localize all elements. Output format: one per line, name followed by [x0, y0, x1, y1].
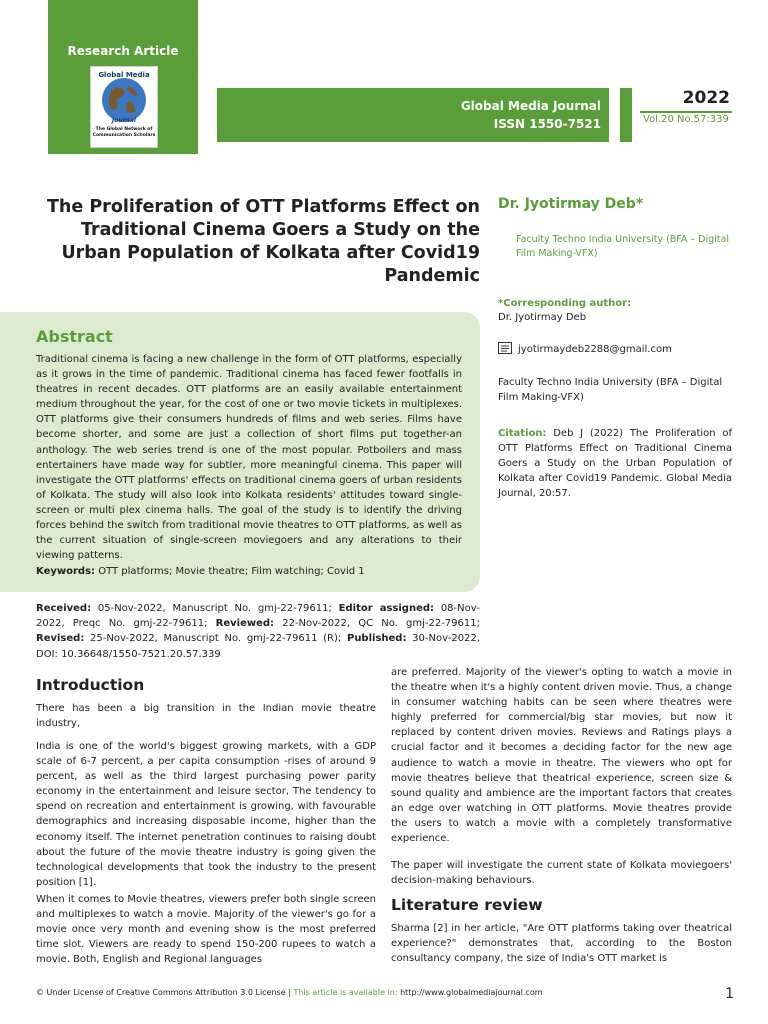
author-affiliation: Faculty Techno India University (BFA – Digital Film Making-VFX) — [516, 234, 729, 259]
abstract-text: Traditional cinema is facing a new challenge in the form of OTT platforms, especially as it grows in the time of pandemic. Traditional cinema has faced fewer footfalls in theatres in recent decades. OTT platforms are an easily available entertainment medium throughout the year, for the cost of one or two movie tickets in multiplexes. OTT platforms give their consumers hundreds of films and web series. Films have become shorter, and some are just a collection of short films put together-an anthology. The web series trend is one of the most popular. Potboilers and mass entertainers have made way for subtler, more meaningful cinema. This paper will investigate the OTT platforms' effects on traditional cinema goers of urban residents of Kolkata. The study will also look into Kolkata residents' attitudes toward single-screen or multi plex cinema halls. The goal of the study is to identify the driving forces behind the switch from traditional movie theatres to OTT platforms, as well as the current situation of single-screen moviegoers and any alterations to their viewing patterns. — [36, 354, 462, 562]
availability-text: This article is available in: — [293, 988, 398, 997]
publication-year: 2022 — [682, 88, 730, 108]
published-value: 30-Nov-2022, — [412, 633, 480, 645]
page-number: 1 — [725, 986, 734, 1002]
envelope-icon — [498, 342, 513, 355]
journal-name: Global Media Journal — [460, 99, 601, 113]
doi: DOI: 10.36648/1550-7521.20.57.339 — [36, 648, 221, 660]
received-value: 05-Nov-2022, Manuscript No. gmj-22-79611; — [97, 603, 332, 614]
journal-issn: ISSN 1550-7521 — [493, 117, 601, 131]
keywords-label: Keywords: — [36, 566, 96, 577]
journal-banner — [217, 88, 609, 142]
citation-text: Deb J (2022) The Proliferation of OTT Platforms Effect on Traditional Cinema Goers a Study on the Urban Population of Kolkata after Covid19 Pandemic. Global Media Journal, 20:57. — [498, 428, 732, 499]
submission-dates — [36, 601, 480, 662]
corresponding-author-label: *Corresponding author: — [498, 298, 632, 309]
literature-paragraph-1: Sharma [2] in her article, "Are OTT platforms taking over theatrical experience?" demonstrates that, according to the Boston consultancy company, the size of India's OTT market is — [391, 923, 732, 965]
revised-label: Revised: — [36, 633, 85, 645]
logo-caption: The Global Network of Communication Scholars — [92, 127, 156, 138]
revised-value: 25-Nov-2022, Manuscript No. gmj-22-79611 (R); — [90, 633, 342, 645]
corresponding-author-name: Dr. Jyotirmay Deb — [498, 312, 587, 323]
license-text: © Under License of Creative Commons Attribution 3.0 License | — [36, 988, 291, 997]
reviewed-value: 22-Nov-2022, QC No. gmj-22-79611; — [282, 618, 480, 630]
year-rule — [640, 111, 732, 113]
received-label: Received: — [36, 603, 92, 614]
editor-label: Editor assigned: — [338, 603, 435, 614]
research-article-banner — [48, 0, 198, 154]
keywords-text: OTT platforms; Movie theatre; Film watching; Covid 1 — [98, 566, 365, 577]
logo-arc-text: Global Media — [98, 71, 150, 79]
journal-logo — [90, 66, 158, 148]
volume-issue: Vol.20 No.57:339 — [643, 114, 729, 125]
editor-value: 08-Nov-2022, Preqc No. gmj-22-79611; — [36, 603, 481, 630]
author-email-link[interactable]: jyotirmaydeb2288@gmail.com — [518, 344, 672, 355]
keywords — [36, 566, 466, 577]
logo-center-text: Journal — [112, 117, 136, 124]
intro-paragraph-5: The paper will investigate the current state of Kolkata moviegoers' decision-making behaviours. — [391, 860, 732, 887]
article-title: The Proliferation of OTT Platforms Effect on Traditional Cinema Goers a Study on the Urban Population of Kolkata after Covid19 Pandemic — [47, 197, 480, 286]
introduction-heading: Introduction — [36, 676, 145, 694]
published-label: Published: — [346, 633, 407, 645]
literature-review-heading: Literature review — [391, 896, 543, 914]
banner-accent-divider — [620, 88, 632, 142]
page-footer — [36, 988, 543, 997]
author-affiliation-repeat: Faculty Techno India University (BFA – Digital Film Making-VFX) — [498, 377, 723, 403]
intro-paragraph-2: India is one of the world's biggest growing markets, with a GDP scale of 6-7 percent, a per capita consumption -rises of around 9 percent, as well as the third largest purchasing power parity economy in the entertainment and leisure sector, The tendency to spend on recreation and entertainment is growing, with favourable demographics and increasing disposable income, higher than the economy itself. The internet penetration continues to raising doubt about the future of the movie theatre industry is going given the technological developments that took the industry to the present position [1]. — [36, 741, 376, 888]
article-type-label: Research Article — [67, 44, 179, 58]
abstract-heading: Abstract — [36, 327, 113, 346]
reviewed-label: Reviewed: — [215, 618, 275, 630]
intro-paragraph-1: There has been a big transition in the Indian movie theatre industry, — [36, 703, 376, 730]
intro-paragraph-4: are preferred. Majority of the viewer's opting to watch a movie in the theatre when it's a highly content driven movie. Thus, a change in consumer watching habits can be seen where theatres were highly preferred for commercial/big star movies, but now it replaced by content driven movies. Reviews and Ratings plays a crucial factor and it becomes a deciding factor for the new age audience to watch a movie in theatre. The viewers who opt for movie theatres believe that theatrical experience, screen size & sound quality and ambience are the important factors that creates an edge over watching in OTT platforms. Movie theatres provide the users to watch a movie with a completely transformative experience. — [391, 667, 732, 845]
citation-block — [498, 426, 732, 501]
author-name: Dr. Jyotirmay Deb* — [498, 196, 644, 212]
journal-url-link[interactable]: http://www.globalmediajournal.com — [400, 988, 543, 997]
intro-paragraph-3: When it comes to Movie theatres, viewers prefer both single screen and multiplexes to watch a movie. Majority of the viewer's go for a movie once very month and evening show is the most preferred time slot. Viewers are ready to spend 150-200 rupees to watch a movie. Both, English and Regional languages — [36, 894, 376, 966]
citation-label: Citation: — [498, 428, 547, 439]
